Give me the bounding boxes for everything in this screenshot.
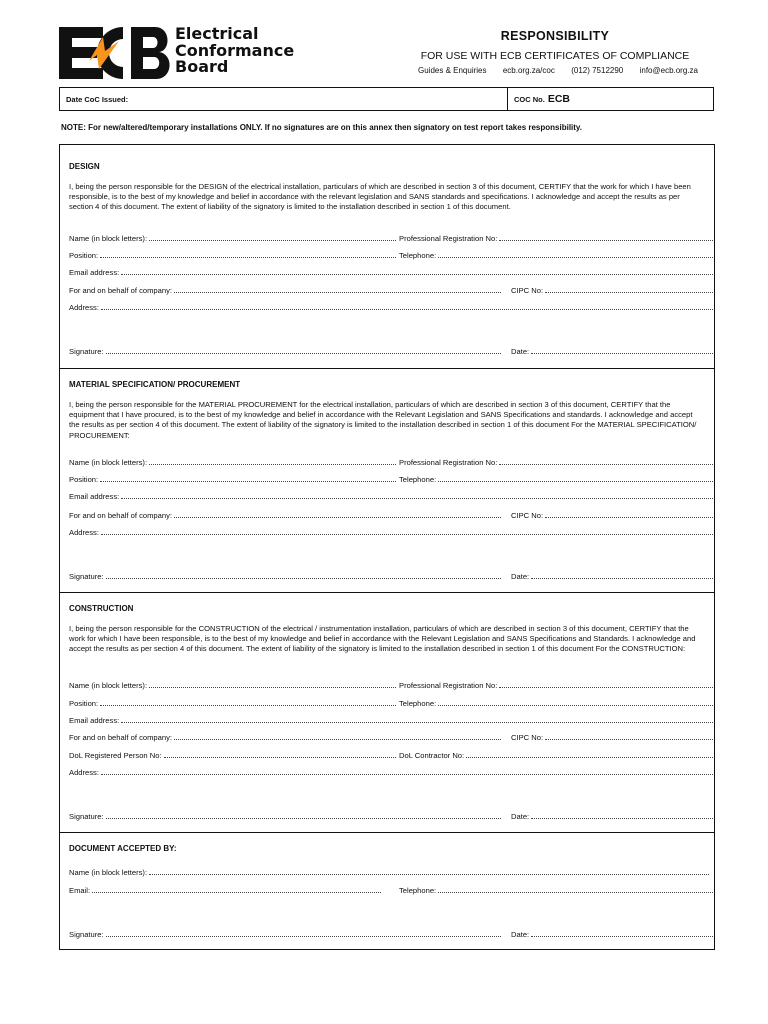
- construction-company-field[interactable]: For and on behalf of company:: [69, 733, 501, 742]
- design-section: [60, 145, 714, 368]
- contact-phone: (012) 7512290: [571, 66, 624, 75]
- construction-dol-person-field[interactable]: DoL Registered Person No:: [69, 751, 396, 760]
- coc-number-prefix: ECB: [547, 93, 571, 105]
- construction-address-field[interactable]: Address:: [69, 768, 713, 777]
- date-coc-issued-label: Date CoC Issued:: [66, 94, 129, 104]
- construction-telephone-field[interactable]: Telephone:: [399, 699, 713, 708]
- material-email-field[interactable]: Email address:: [69, 492, 713, 501]
- page-subtitle: FOR USE WITH ECB CERTIFICATES OF COMPLIANCE: [420, 50, 690, 62]
- construction-prof-reg-field[interactable]: Professional Registration No:: [399, 681, 713, 690]
- construction-dol-contractor-field[interactable]: DoL Contractor No:: [399, 751, 713, 760]
- logo-word: Board: [175, 57, 229, 76]
- page-title: RESPONSIBILITY: [500, 29, 610, 43]
- construction-email-field[interactable]: Email address:: [69, 716, 713, 725]
- material-address-field[interactable]: Address:: [69, 528, 713, 537]
- material-date-field[interactable]: Date:: [511, 572, 713, 581]
- material-section: [60, 368, 714, 592]
- construction-title: CONSTRUCTION: [69, 604, 134, 613]
- design-address-field[interactable]: Address:: [69, 303, 713, 312]
- design-title: DESIGN: [69, 162, 100, 171]
- logo-word: Electrical: [175, 24, 259, 43]
- material-signature-field[interactable]: Signature:: [69, 572, 501, 581]
- logo-word: Conformance: [175, 40, 295, 60]
- design-cipc-field[interactable]: CIPC No:: [511, 286, 713, 295]
- coc-number-field[interactable]: [508, 88, 570, 110]
- construction-position-field[interactable]: Position:: [69, 699, 396, 708]
- coc-info-row: [59, 87, 714, 111]
- construction-name-field[interactable]: Name (in block letters):: [69, 681, 396, 690]
- construction-date-field[interactable]: Date:: [511, 812, 713, 821]
- accepted-signature-field[interactable]: Signature:: [69, 930, 501, 939]
- design-telephone-field[interactable]: Telephone:: [399, 251, 713, 260]
- responsibility-form: [59, 144, 715, 950]
- accepted-telephone-field[interactable]: Telephone:: [399, 886, 713, 895]
- contact-email-link[interactable]: info@ecb.org.za: [639, 66, 698, 75]
- design-email-field[interactable]: Email address:: [69, 268, 713, 277]
- coc-number-label: COC No.: [514, 94, 545, 104]
- design-declaration: I, being the person responsible for the DESIGN of the electrical installation, particulars of which are described in section 3 of this document, CERTIFY that the work for which I have been responsible, is to the best of my knowledge and belief in accordance with the relevant legislation and SANS standards and specifications. I acknowledge and accept the results as per section 4 of this document. The extent of liability of the signatory is limited to the installation described in section 1 of this document.: [69, 182, 691, 212]
- contact-website-link[interactable]: ecb.org.za/coc: [502, 66, 555, 75]
- design-date-field[interactable]: Date:: [511, 347, 713, 356]
- design-company-field[interactable]: For and on behalf of company:: [69, 286, 501, 295]
- material-company-field[interactable]: For and on behalf of company:: [69, 511, 501, 520]
- accepted-name-field[interactable]: Name (in block letters):: [69, 868, 709, 877]
- logo-wordmark: [175, 26, 294, 76]
- construction-signature-field[interactable]: Signature:: [69, 812, 501, 821]
- construction-cipc-field[interactable]: CIPC No:: [511, 733, 713, 742]
- design-position-field[interactable]: Position:: [69, 251, 396, 260]
- material-title: MATERIAL SPECIFICATION/ PROCUREMENT: [69, 380, 241, 389]
- design-prof-reg-field[interactable]: Professional Registration No:: [399, 234, 713, 243]
- design-name-field[interactable]: Name (in block letters):: [69, 234, 396, 243]
- contact-guides: Guides & Enquiries: [418, 66, 487, 75]
- accepted-title: DOCUMENT ACCEPTED BY:: [69, 844, 177, 853]
- date-coc-issued-field[interactable]: [60, 88, 508, 110]
- accepted-section: [60, 832, 714, 949]
- material-declaration: I, being the person responsible for the MATERIAL PROCUREMENT for the electrical installation, particulars of which are described in section 3 of this document, CERTIFY that the equipment that I have procured, is to the best of my knowledge and belief in accordance with the Relevant Legislation and SANS Specifications and standards. I acknowledge and accept the results as per section 4 of this document. The extent of liability of the signatory is limited to the installation described in section 1 of this document For the MATERIAL SPECIFICATION/ PROCUREMENT:: [69, 400, 697, 440]
- construction-declaration: I, being the person responsible for the CONSTRUCTION of the electrical / instrumentation installation, particulars of which are described in section 3 of this document, CERTIFY that the work for which I have been responsible, is to the best of my knowledge and belief in accordance with the Relevant Legislation and SANS Specifications and Standards. I acknowledge and accept the results as per section 4 of this document. The extent of liability of the signatory is limited to the installation described in section 1 of this document For the CONSTRUCTION:: [69, 624, 696, 654]
- material-telephone-field[interactable]: Telephone:: [399, 475, 713, 484]
- construction-section: [60, 592, 714, 832]
- material-cipc-field[interactable]: CIPC No:: [511, 511, 713, 520]
- accepted-date-field[interactable]: Date:: [511, 930, 713, 939]
- design-signature-field[interactable]: Signature:: [69, 347, 501, 356]
- accepted-email-field[interactable]: Email:: [69, 886, 381, 895]
- material-name-field[interactable]: Name (in block letters):: [69, 458, 396, 467]
- material-prof-reg-field[interactable]: Professional Registration No:: [399, 458, 713, 467]
- material-position-field[interactable]: Position:: [69, 475, 396, 484]
- note-text: NOTE: For new/altered/temporary installations ONLY. If no signatures are on this annex then signatory on test report takes responsibility.: [61, 123, 582, 132]
- contact-bar: [418, 66, 698, 75]
